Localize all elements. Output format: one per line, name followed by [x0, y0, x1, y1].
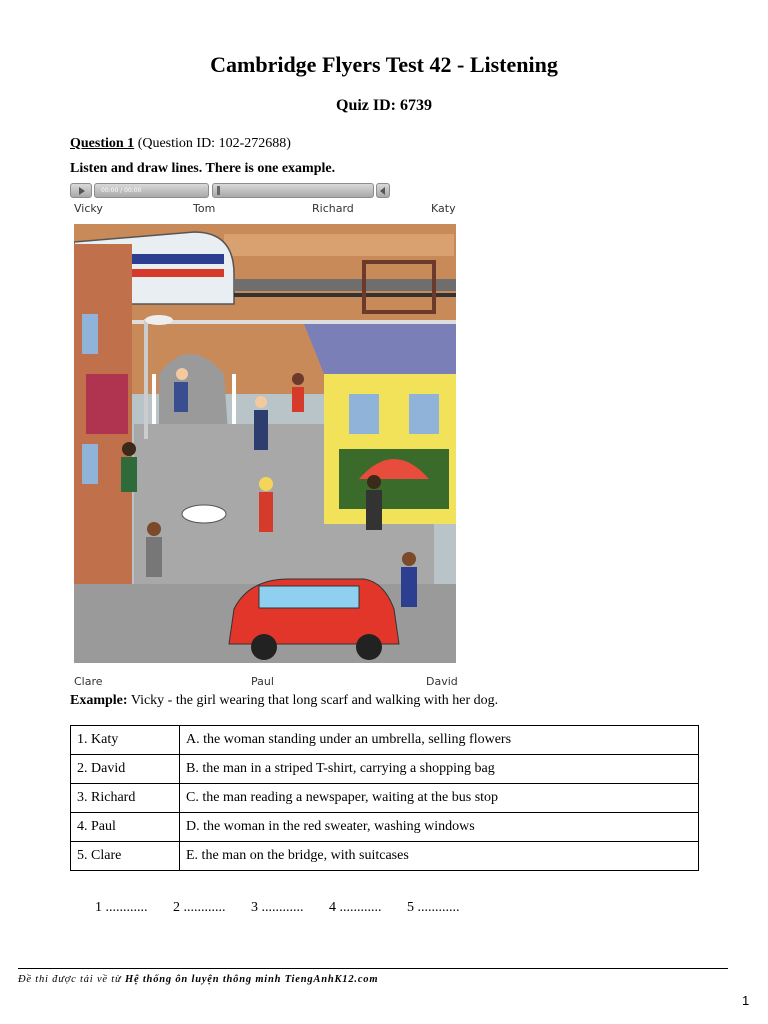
table-row [71, 784, 699, 813]
play-icon[interactable] [70, 183, 92, 198]
question-heading [70, 136, 291, 152]
table-row [71, 755, 699, 784]
footer-divider [18, 968, 728, 969]
name-label-richard: Richard [312, 202, 354, 215]
name-label-paul: Paul [251, 675, 274, 688]
row-description: D. the woman in the red sweater, washing windows [180, 813, 699, 842]
answer-blank-3[interactable]: 3 ............ [251, 900, 304, 915]
question-instruction: Listen and draw lines. There is one example. [70, 161, 336, 176]
example-text: Vicky - the girl wearing that long scarf and walking with her dog. [130, 693, 499, 708]
audio-player [70, 183, 320, 198]
table-row [71, 842, 699, 871]
table-row [71, 726, 699, 755]
matching-table [70, 725, 699, 871]
answer-blank-2[interactable]: 2 ............ [173, 900, 226, 915]
footer-prefix: Đề thi được tải về từ [18, 974, 122, 985]
name-label-vicky: Vicky [74, 202, 103, 215]
volume-icon[interactable] [376, 183, 390, 198]
footer-text [18, 974, 378, 985]
name-label-david: David [426, 675, 458, 688]
name-label-katy: Katy [431, 202, 456, 215]
audio-time: 00:00 / 00:00 [94, 183, 209, 198]
row-name: 2. David [71, 755, 180, 784]
answer-blank-1[interactable]: 1 ............ [95, 900, 148, 915]
row-description: C. the man reading a newspaper, waiting at the bus stop [180, 784, 699, 813]
row-description: B. the man in a striped T-shirt, carrying a shopping bag [180, 755, 699, 784]
quiz-id: Quiz ID: 6739 [336, 97, 432, 114]
row-name: 1. Katy [71, 726, 180, 755]
street-scene-illustration [74, 224, 456, 663]
example-label: Example: [70, 693, 128, 708]
audio-seek-bar[interactable] [212, 183, 374, 198]
row-description: E. the man on the bridge, with suitcases [180, 842, 699, 871]
name-label-tom: Tom [193, 202, 216, 215]
question-id: (Question ID: 102-272688) [137, 136, 291, 151]
name-label-clare: Clare [74, 675, 103, 688]
document-title: Cambridge Flyers Test 42 - Listening [210, 52, 558, 77]
example-line [70, 693, 498, 709]
row-name: 4. Paul [71, 813, 180, 842]
answer-blanks [95, 900, 482, 916]
seek-handle[interactable] [217, 186, 220, 195]
table-row [71, 813, 699, 842]
question-link[interactable]: Question 1 [70, 136, 135, 151]
page-number: 1 [742, 993, 750, 1008]
footer-site[interactable]: Hệ thống ôn luyện thông minh TiengAnhK12.com [124, 974, 379, 985]
row-name: 3. Richard [71, 784, 180, 813]
answer-blank-4[interactable]: 4 ............ [329, 900, 382, 915]
row-name: 5. Clare [71, 842, 180, 871]
answer-blank-5[interactable]: 5 ............ [407, 900, 460, 915]
row-description: A. the woman standing under an umbrella, selling flowers [180, 726, 699, 755]
